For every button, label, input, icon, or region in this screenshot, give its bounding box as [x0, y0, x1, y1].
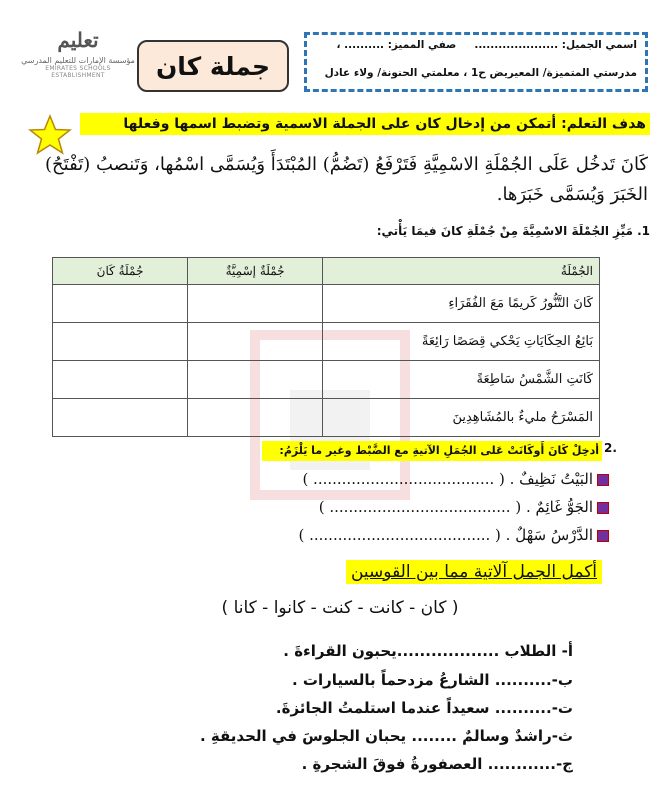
exercise-item[interactable]: الجَوُّ غَائِمٌ . ( ...................................... ): [319, 498, 609, 516]
worksheet-title: جملة كان: [137, 40, 289, 92]
logo-english-line: EMIRATES SCHOOLS ESTABLISHMENT: [45, 65, 111, 79]
complete-sentence[interactable]: ث-راشدٌ وسالمٌ ........ يحبان الجلوسَ في الحديقةِ .: [199, 727, 573, 745]
school-logo: [18, 28, 138, 108]
table-header-row: [53, 258, 600, 285]
question-1-label: 1. مَيِّزِ الجُمْلَةَ الاسْمِيَّةَ مِنْ جُمْلَةِ كانَ فيمَا يَأْتي:: [376, 224, 650, 238]
complete-sentence[interactable]: ج-............ العصفورةُ فوقَ الشجرةِ .: [301, 755, 573, 773]
student-info-box: [304, 32, 648, 92]
exercise-item[interactable]: الدَّرْسُ سَهْلٌ . ( ...................................... ): [298, 526, 609, 544]
student-name-field[interactable]: اسمي الجميل: .....................: [474, 39, 637, 51]
table-row: [53, 361, 600, 399]
sentence-cell: كَانَتِ الشَّمْسُ سَاطِعَةً: [323, 361, 600, 399]
nominal-answer-cell[interactable]: [188, 285, 323, 323]
nominal-answer-cell[interactable]: [188, 361, 323, 399]
sentence-cell: المَسْرَحُ مليءٌ بالمُشَاهِدِينَ: [323, 399, 600, 437]
school-teacher-line: مدرستي المتميزة/ المعيريض ح1 ، معلمتي الحنونة/ ولاء عادل: [324, 67, 637, 79]
sentence-cell: كَانَ التَّنُّورُ كَريمًا مَعَ الفُقَرَاءِ: [323, 285, 600, 323]
grammar-rule: كَانَ تَدخُل عَلَى الجُمْلَةِ الاسْمِيَّةِ فَتَرْفَعُ (تَضُمُّ) المُبْتَدَأَ وَيُسَمَّى اسْمُها، وَتَنصبُ (تَفْتَحُ) الخَبَرَ وَيُسَمَّى خَبَرَها.: [45, 154, 648, 205]
bullet-icon: [597, 530, 609, 542]
student-class-field[interactable]: صفي المميز: .......... ،: [336, 39, 457, 51]
table-row: [53, 399, 600, 437]
header-kana: جُمْلَةُ كَانَ: [53, 258, 188, 285]
complete-sentence[interactable]: ب-.......... الشارعُ مزدحماً بالسيارات .: [291, 671, 573, 689]
logo-mark: تعليم: [57, 28, 99, 52]
header-sentence: الجُمْلَةُ: [323, 258, 600, 285]
bullet-icon: [597, 474, 609, 486]
table-row: [53, 285, 600, 323]
bullet-icon: [597, 502, 609, 514]
logo-arabic-line: مؤسسة الإمارات للتعليم المدرسي: [21, 56, 135, 65]
sentence-cell: بَائِعُ الحِكَايَاتِ يَحْكي قِصَصًا رَائِعَةً: [323, 323, 600, 361]
complete-sentence[interactable]: ت-.......... سعيداً عندما استلمتُ الجائزةَ.: [275, 699, 573, 717]
complete-sentence[interactable]: أ- الطلاب ..................يحبون القراءةَ .: [283, 642, 573, 660]
learning-goal: هدف التعلم: أتمكن من إدخال كان على الجملة الاسمية وتضبط اسمها وفعلها: [80, 113, 650, 135]
exercise-item[interactable]: البَيْتُ نَظِيفٌ . ( ...................................... ): [302, 470, 609, 488]
kana-answer-cell[interactable]: [53, 285, 188, 323]
kana-answer-cell[interactable]: [53, 399, 188, 437]
question-2-label: أدخِلْ كَانَ أَوكَانَتْ عَلى الجُمَلِ الآتيةِ مع الضَّبْط وغير ما يَلْزَمُ:: [262, 441, 602, 461]
complete-heading: أكمل الجمل آلاتية مما بين القوسين: [346, 560, 602, 584]
kana-answer-cell[interactable]: [53, 323, 188, 361]
word-choices: ( كان - كانت - كنت - كانوا - كانا ): [221, 598, 459, 618]
question-2-number: 2.: [604, 441, 617, 455]
classification-table: [52, 257, 600, 437]
nominal-answer-cell[interactable]: [188, 323, 323, 361]
header-nominal: جُمْلَةٌ إسْمِيَّةٌ: [188, 258, 323, 285]
kana-answer-cell[interactable]: [53, 361, 188, 399]
nominal-answer-cell[interactable]: [188, 399, 323, 437]
table-row: [53, 323, 600, 361]
